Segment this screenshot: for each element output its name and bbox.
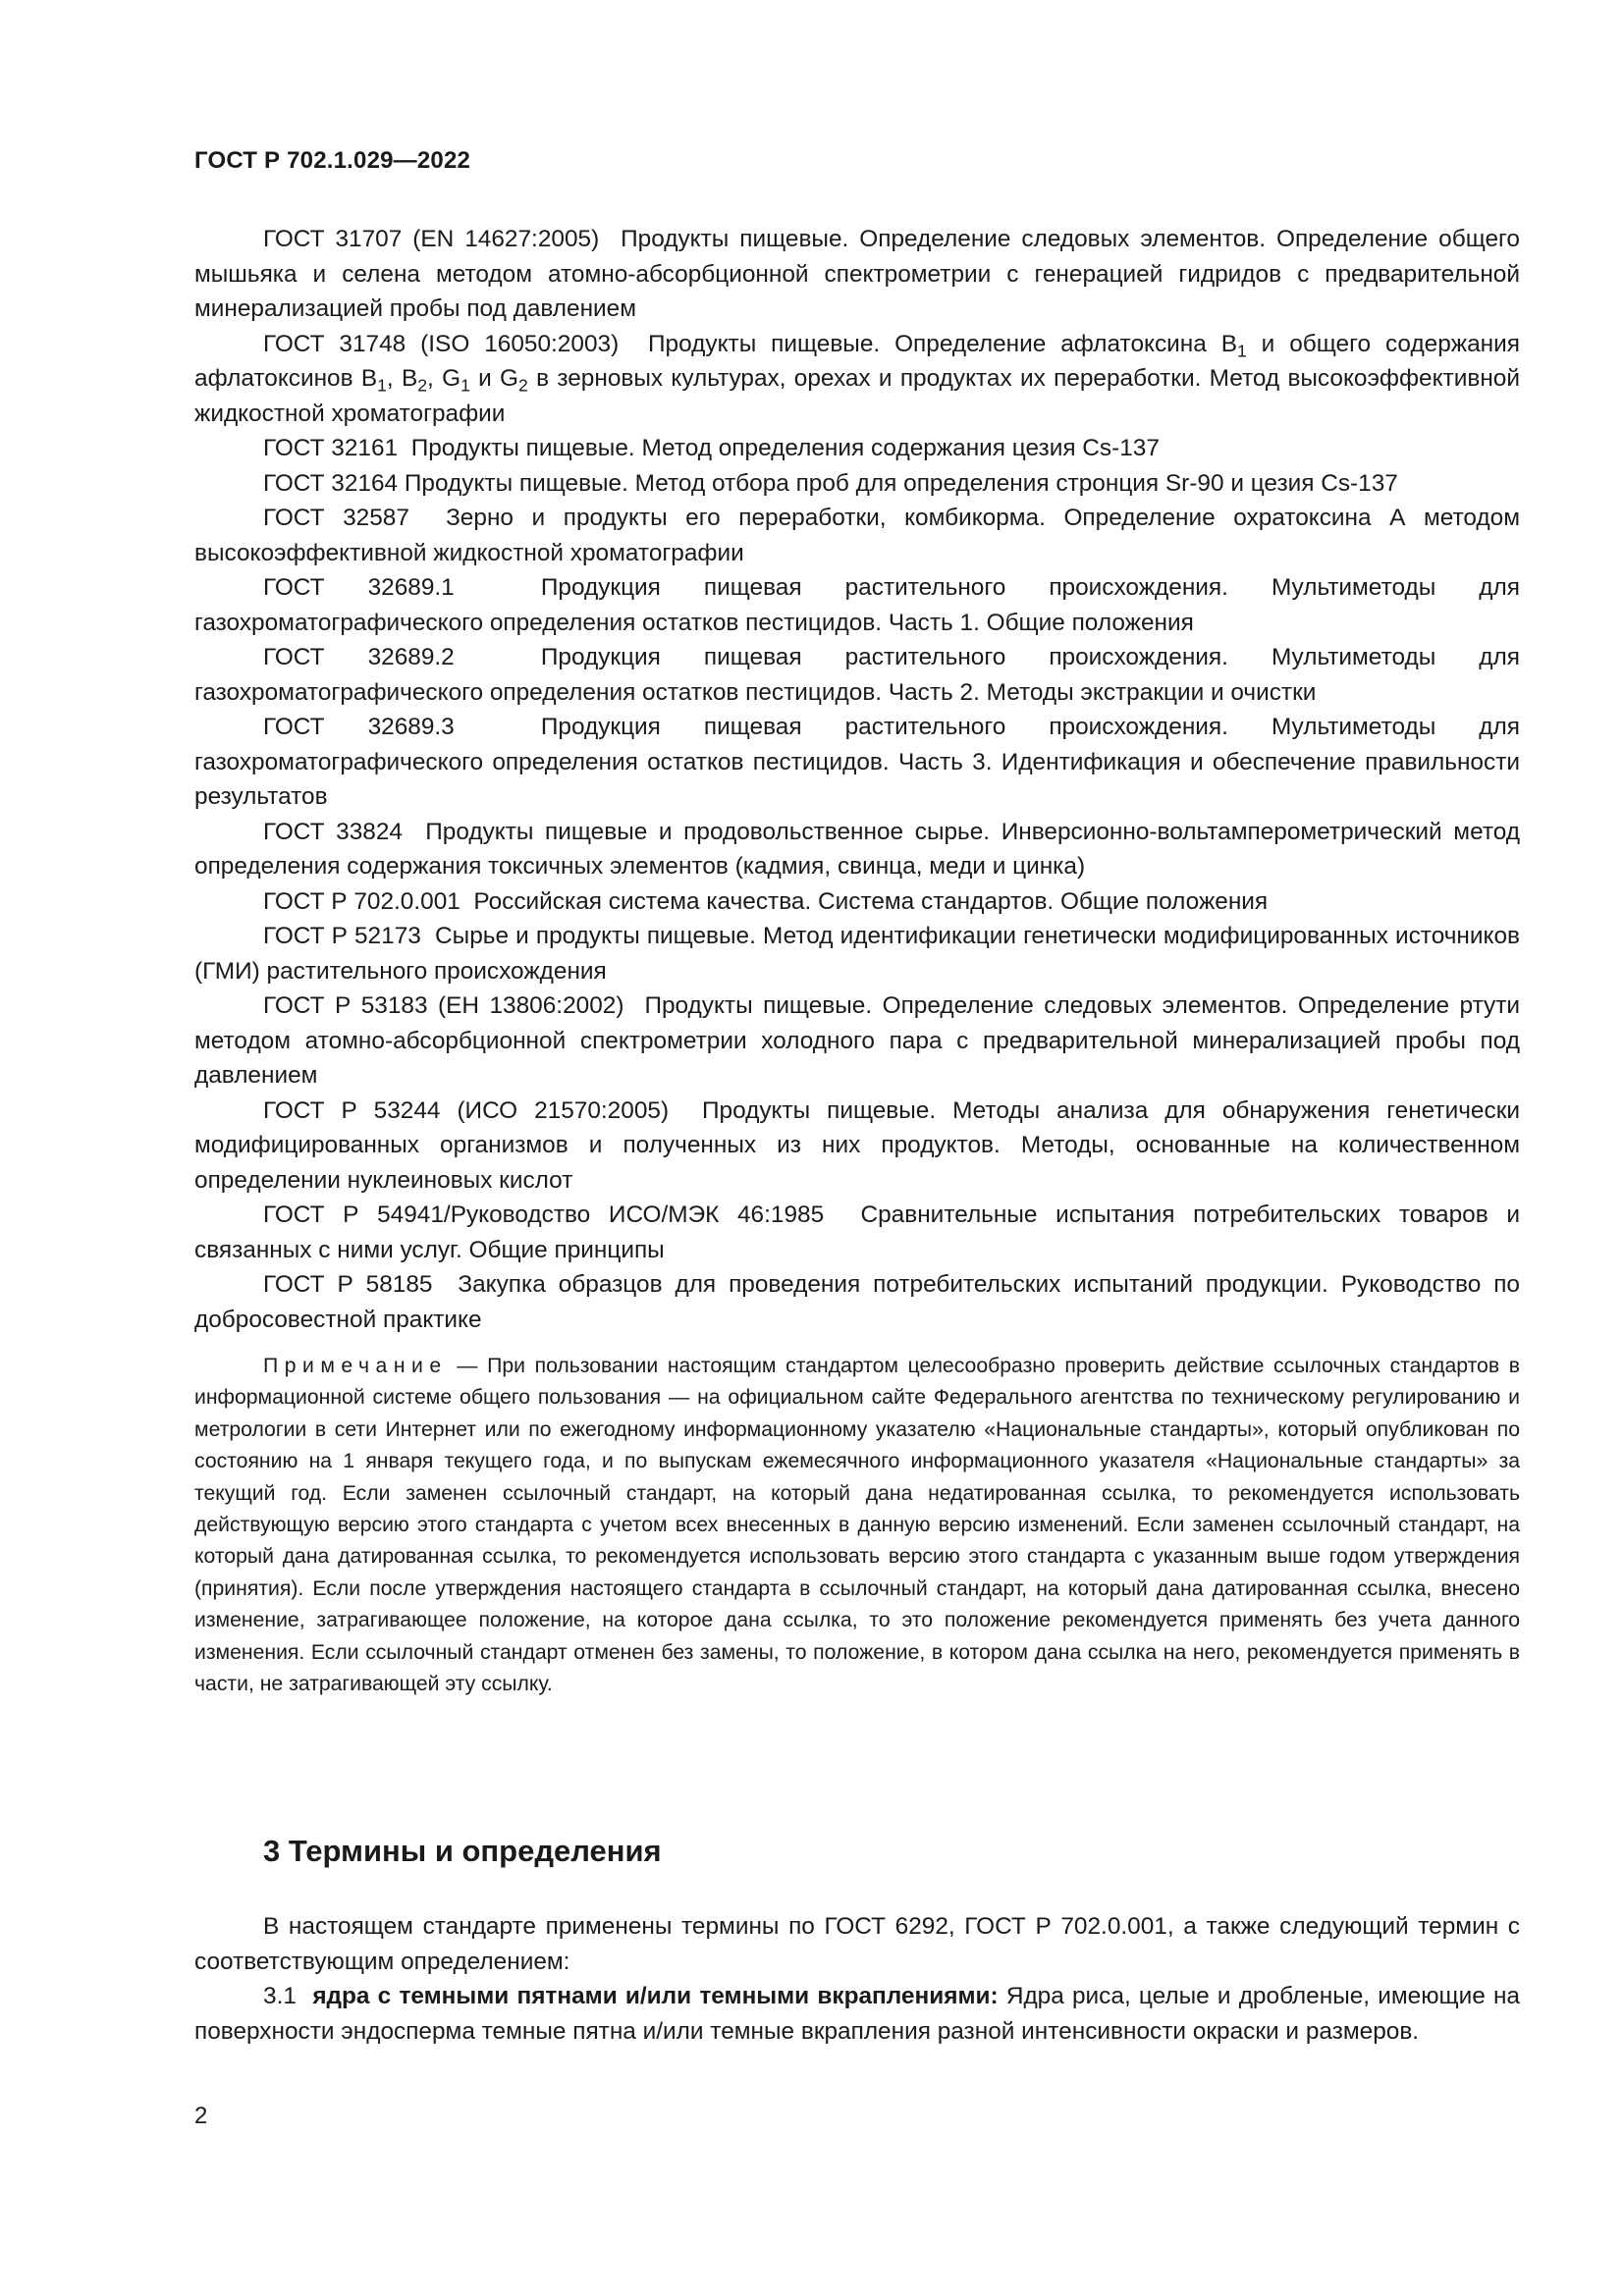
reference-id: ГОСТ 32587 — [263, 505, 409, 531]
note-paragraph — [194, 1351, 1520, 1700]
subscript: 2 — [518, 375, 528, 396]
page-number: 2 — [194, 2103, 208, 2129]
term-entry — [194, 1979, 1520, 2049]
reference-item — [194, 640, 1520, 710]
note-text: — При пользовании настоящим стандартом целесообразно проверить действие ссылочных стандартов в информационной системе общего пользования — на официальном сайте Федерального агентства по техническому регулированию и метрологии в сети Интернет или по ежегодному информационному указателю «Национальные стандарты», который опубликован по состоянию на 1 января текущего года, и по выпускам ежемесячного информационного указателя «Национальные стандарты» за текущий год. Если заменен ссылочный стандарт, на который дана недатированная ссылка, то рекомендуется использовать действующую версию этого стандарта с учетом всех внесенных в данную версию изменений. Если заменен ссылочный стандарт, на который дана датированная ссылка, то рекомендуется использовать версию этого стандарта с указанным выше годом утверждения (принятия). Если после утверждения настоящего стандарта в ссылочный стандарт, на который дана датированная ссылка, внесено изменение, затрагивающее положение, на которое дана ссылка, то это положение рекомендуется применять без учета данного изменения. Если ссылочный стандарт отменен без замены, то положение, в котором дана ссылка на него, рекомендуется применять в части, не затрагивающей эту ссылку. — [194, 1355, 1520, 1696]
reference-id: ГОСТ Р 53244 (ИСО 21570:2005) — [263, 1096, 670, 1124]
reference-title: Сравнительные испытания потребительских товаров и связанных с ними услуг. Общие принципы — [194, 1201, 1520, 1263]
reference-item — [194, 1267, 1520, 1337]
reference-title-part: и G — [469, 365, 519, 392]
reference-title: Продукты пищевые. Методы анализа для обнаружения генетически модифицированных организмов и полученных из них продуктов. Методы, основанные на количественном определении нуклеиновых кислот — [194, 1096, 1520, 1194]
terms-section — [194, 1909, 1520, 2049]
reference-title: Продукты пищевые. Определение следовых элементов. Определение ртути методом атомно-абсорбционной спектрометрии холодного пара с предварительной минерализацией пробы под давлением — [194, 992, 1521, 1089]
reference-title: Зерно и продукты его переработки, комбикорма. Определение охратоксина А методом высокоэффективной жидкостной хроматографии — [194, 505, 1520, 566]
reference-item — [194, 1094, 1520, 1199]
reference-title: Продукты пищевые и продовольственное сырье. Инверсионно-вольтамперометрический метод определения содержания токсичных элементов (кадмия, свинца, меди и цинка) — [194, 818, 1520, 880]
reference-id: ГОСТ 31707 (EN 14627:2005) — [263, 226, 600, 252]
reference-id: ГОСТ Р 702.0.001 — [263, 887, 460, 915]
subscript: 2 — [417, 375, 428, 396]
reference-title: Продукты пищевые. Метод отбора проб для определения стронция Sr-90 и цезия Cs-137 — [404, 469, 1398, 497]
reference-item — [194, 884, 1520, 920]
reference-item — [194, 327, 1520, 432]
reference-item — [194, 815, 1520, 884]
reference-item — [194, 1198, 1520, 1267]
reference-id: ГОСТ 32689.3 — [263, 714, 455, 740]
reference-title: Продукты пищевые. Метод определения содержания цезия Cs-137 — [410, 435, 1160, 461]
reference-title-part: и общего содержания афлатоксинов B — [194, 330, 1520, 392]
reference-item — [194, 466, 1520, 502]
reference-title: Продукты пищевые. Определение следовых элементов. Определение общего мышьяка и селена методом атомно-абсорбционной спектрометрии с генерацией гидридов с предварительной минерализацией пробы под давлением — [194, 226, 1520, 322]
reference-item — [194, 501, 1520, 570]
reference-id: ГОСТ 32689.1 — [263, 574, 455, 601]
reference-title-part: , B — [386, 365, 418, 392]
reference-title: Закупка образцов для проведения потребительских испытаний продукции. Руководство по добросовестной практике — [194, 1271, 1520, 1333]
reference-id: ГОСТ 32689.2 — [263, 644, 455, 670]
term-number: 3.1 — [263, 1983, 297, 2009]
section-heading: 3 Термины и определения — [263, 1834, 662, 1868]
reference-id: ГОСТ Р 53183 (ЕН 13806:2002) — [263, 992, 624, 1019]
reference-title: Сырье и продукты пищевые. Метод идентификации генетически модифицированных источников (ГМИ) растительного происхождения — [194, 923, 1520, 985]
reference-title: Российская система качества. Система стандартов. Общие положения — [473, 887, 1269, 915]
reference-item — [194, 710, 1520, 815]
reference-item — [194, 988, 1520, 1094]
reference-title-part: , G — [427, 365, 461, 392]
reference-title-part: Продукты пищевые. Определение афлатоксина B — [648, 330, 1237, 357]
term-name: ядра с темными пятнами и/или темными вкраплениями: — [312, 1983, 999, 2009]
reference-item — [194, 570, 1520, 640]
terms-intro: В настоящем стандарте применены термины по ГОСТ 6292, ГОСТ Р 702.0.001, а также следующий термин с соответствующим определением: — [194, 1913, 1520, 1975]
reference-title: Продукция пищевая растительного происхождения. Мультиметоды для газохроматографического определения остатков пестицидов. Часть 3. Идентификация и обеспечение правильности результатов — [194, 714, 1520, 810]
subscript: 1 — [460, 375, 470, 396]
reference-id: ГОСТ Р 52173 — [263, 923, 421, 949]
reference-item — [194, 222, 1520, 327]
note-label: Примечание — [263, 1355, 448, 1377]
subscript: 1 — [377, 375, 387, 396]
reference-item — [194, 431, 1520, 466]
reference-id: ГОСТ Р 54941/Руководство ИСО/МЭК 46:1985 — [263, 1201, 825, 1228]
normative-references-list — [194, 222, 1520, 1700]
reference-id: ГОСТ 32164 — [263, 469, 399, 497]
term-definition: Ядра риса, целые и дробленые, имеющие на поверхности эндосперма темные пятна и/или темные вкрапления разной интенсивности окраски и размеров. — [194, 1983, 1521, 2045]
reference-id: ГОСТ 32161 — [263, 435, 399, 461]
reference-title: Продукция пищевая растительного происхождения. Мультиметоды для газохроматографического определения остатков пестицидов. Часть 1. Общие положения — [194, 574, 1520, 636]
reference-id: ГОСТ Р 58185 — [263, 1271, 433, 1298]
reference-id: ГОСТ 31748 (ISO 16050:2003) — [263, 330, 620, 357]
reference-id: ГОСТ 33824 — [263, 818, 403, 845]
reference-title: Продукция пищевая растительного происхождения. Мультиметоды для газохроматографического определения остатков пестицидов. Часть 2. Методы экстракции и очистки — [194, 644, 1520, 706]
document-header-code: ГОСТ Р 702.1.029—2022 — [194, 147, 471, 174]
reference-title-part: в зерновых культурах, орехах и продуктах их переработки. Метод высокоэффективной жидкостной хроматографии — [194, 365, 1520, 427]
reference-item — [194, 919, 1520, 988]
subscript: 1 — [1237, 340, 1247, 360]
